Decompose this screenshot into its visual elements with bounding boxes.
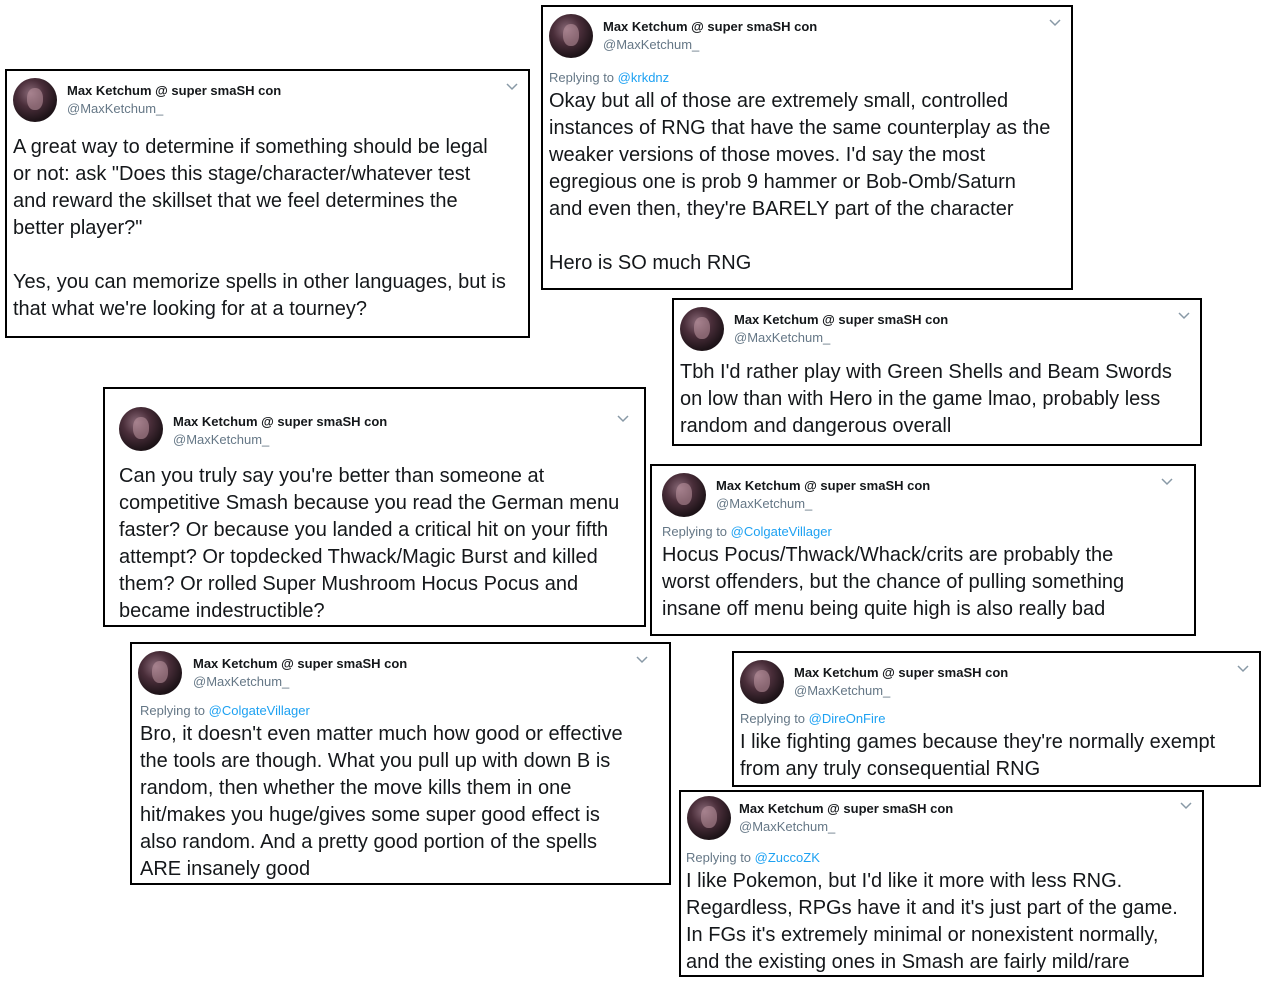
author-name[interactable]: Max Ketchum @ super smaSH con bbox=[794, 665, 1009, 680]
author-handle[interactable]: @MaxKetchum_ bbox=[603, 37, 700, 52]
author-name[interactable]: Max Ketchum @ super smaSH con bbox=[603, 19, 818, 34]
chevron-down-icon[interactable] bbox=[616, 413, 630, 425]
author-name[interactable]: Max Ketchum @ super smaSH con bbox=[734, 312, 949, 327]
tweet-text: Can you truly say you're better than someone at competitive Smash because you read the German menu faster? Or because you landed a critical hit on your fifth attempt? Or topdecked Thwack/Magic Burst and killed them? Or rolled Super Mushroom Hocus Pocus and became indestructible? bbox=[119, 465, 620, 622]
reply-to-link[interactable]: @ZuccoZK bbox=[754, 850, 820, 865]
chevron-down-icon[interactable] bbox=[635, 654, 649, 666]
author-handle[interactable]: @MaxKetchum_ bbox=[716, 496, 813, 511]
tweet-card[interactable] bbox=[5, 69, 530, 338]
chevron-down-icon[interactable] bbox=[1236, 663, 1250, 675]
avatar[interactable] bbox=[740, 660, 784, 704]
tweet-card[interactable] bbox=[103, 387, 646, 627]
author-handle[interactable]: @MaxKetchum_ bbox=[739, 819, 836, 834]
tweet-text: I like fighting games because they're normally exempt from any truly consequential RNG bbox=[740, 731, 1216, 780]
replying-to bbox=[740, 711, 885, 726]
reply-prefix: Replying to bbox=[140, 703, 206, 718]
chevron-down-icon[interactable] bbox=[1177, 310, 1191, 322]
tweet-text: Tbh I'd rather play with Green Shells and Beam Swords on low than with Hero in the game lmao, probably less random and dangerous overall bbox=[680, 361, 1172, 437]
avatar[interactable] bbox=[687, 796, 731, 840]
tweet-text: Okay but all of those are extremely small, controlled instances of RNG that have the same counterplay as the weaker versions of those moves. I'd say the most egregious one is prob 9 hammer or Bob-Omb/Saturn and even then, they're BARELY part of the character Hero is SO much RNG bbox=[549, 90, 1051, 274]
avatar[interactable] bbox=[119, 407, 163, 451]
tweet-card[interactable] bbox=[732, 651, 1261, 787]
chevron-down-icon[interactable] bbox=[505, 81, 519, 93]
reply-to-link[interactable]: @ColgateVillager bbox=[208, 703, 310, 718]
tweet-text: A great way to determine if something should be legal or not: ask "Does this stage/character/whatever test and reward the skillset that we feel determines the better player?" Yes, you can memorize spells in other languages, but is that what we're looking for at a tourney? bbox=[13, 136, 506, 320]
tweet-card[interactable] bbox=[541, 5, 1073, 290]
tweet-text: Hocus Pocus/Thwack/Whack/crits are probably the worst offenders, but the chance of pulling something insane off menu being quite high is also really bad bbox=[662, 544, 1125, 620]
replying-to bbox=[662, 524, 832, 539]
author-handle[interactable]: @MaxKetchum_ bbox=[67, 101, 164, 116]
tweet-card[interactable] bbox=[130, 642, 671, 885]
author-name[interactable]: Max Ketchum @ super smaSH con bbox=[67, 83, 282, 98]
author-handle[interactable]: @MaxKetchum_ bbox=[794, 683, 891, 698]
author-handle[interactable]: @MaxKetchum_ bbox=[193, 674, 290, 689]
chevron-down-icon[interactable] bbox=[1179, 800, 1193, 812]
reply-prefix: Replying to bbox=[549, 70, 615, 85]
tweet-text: Bro, it doesn't even matter much how good or effective the tools are though. What you pull up with down B is random, then whether the move kills them in one hit/makes you huge/gives some super good effect is also random. And a pretty good portion of the spells ARE insanely good bbox=[140, 723, 623, 880]
author-handle[interactable]: @MaxKetchum_ bbox=[734, 330, 831, 345]
avatar[interactable] bbox=[549, 14, 593, 58]
author-name[interactable]: Max Ketchum @ super smaSH con bbox=[739, 801, 954, 816]
tweet-card[interactable] bbox=[672, 298, 1202, 446]
replying-to bbox=[549, 70, 669, 85]
reply-to-link[interactable]: @DireOnFire bbox=[808, 711, 886, 726]
tweet-text: I like Pokemon, but I'd like it more with less RNG. Regardless, RPGs have it and it's just part of the game. In FGs it's extremely minimal or nonexistent normally, and the existing ones in Smash are fairly mild/rare bbox=[686, 870, 1178, 973]
reply-prefix: Replying to bbox=[686, 850, 752, 865]
reply-prefix: Replying to bbox=[662, 524, 728, 539]
reply-to-link[interactable]: @ColgateVillager bbox=[730, 524, 832, 539]
author-name[interactable]: Max Ketchum @ super smaSH con bbox=[173, 414, 388, 429]
avatar[interactable] bbox=[138, 651, 182, 695]
avatar[interactable] bbox=[13, 78, 57, 122]
author-handle[interactable]: @MaxKetchum_ bbox=[173, 432, 270, 447]
chevron-down-icon[interactable] bbox=[1048, 17, 1062, 29]
tweet-card[interactable] bbox=[679, 790, 1204, 977]
replying-to bbox=[686, 850, 820, 865]
tweet-card[interactable] bbox=[650, 464, 1196, 636]
reply-prefix: Replying to bbox=[740, 711, 806, 726]
replying-to bbox=[140, 703, 310, 718]
reply-to-link[interactable]: @krkdnz bbox=[617, 70, 670, 85]
avatar[interactable] bbox=[680, 307, 724, 351]
avatar[interactable] bbox=[662, 473, 706, 517]
chevron-down-icon[interactable] bbox=[1160, 476, 1174, 488]
author-name[interactable]: Max Ketchum @ super smaSH con bbox=[716, 478, 931, 493]
author-name[interactable]: Max Ketchum @ super smaSH con bbox=[193, 656, 408, 671]
